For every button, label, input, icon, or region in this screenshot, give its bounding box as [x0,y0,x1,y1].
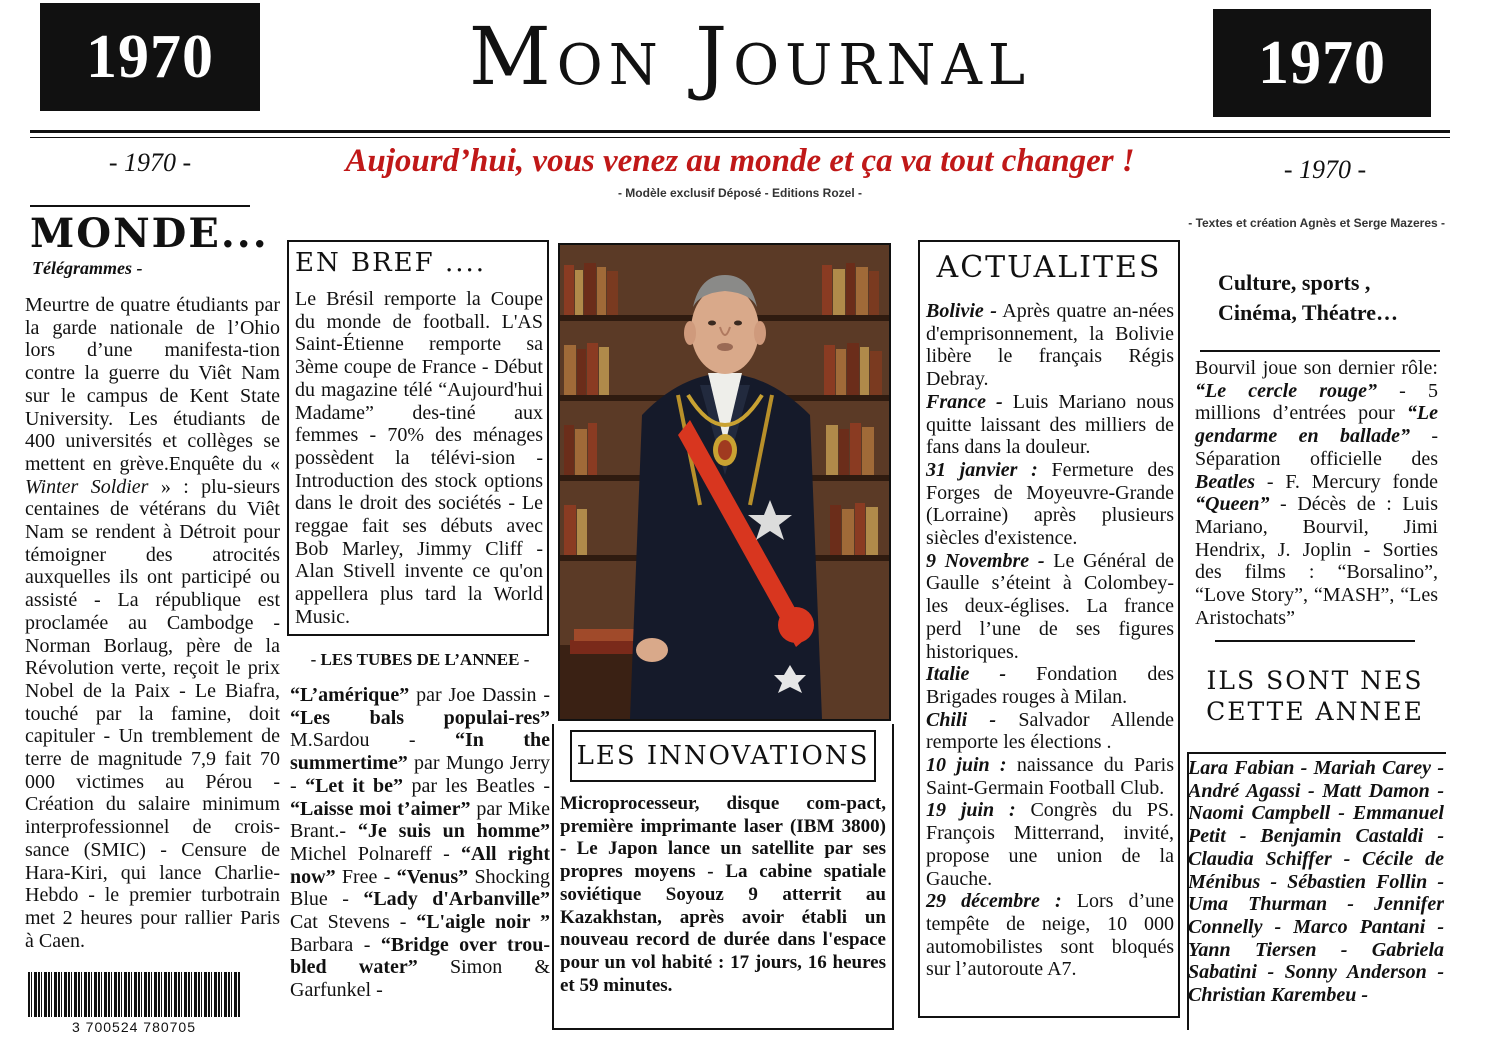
nes-list: Lara Fabian - Mariah Carey - André Agassi - Matt Damon - Naomi Campbell - Emmanuel Petit - Benjamin Castaldi - Claudia Schiffer - Cécile de Ménibus - Sébastien Follin - Uma Thurman - Jennifer Connelly - Marco Pantani - Yann Tiersen - Gabriela Sabatini - Sonny Anderson - Christian Karembeu - [1188,757,1444,1007]
tube-item: “Laisse moi t’aimer” par Mike Brant.- [290,797,550,843]
tube-item: “Je suis un homme” Michel Polnareff - [290,820,550,865]
side-year-right: - 1970 - [1283,155,1367,184]
header-rule-top [30,130,1450,133]
actualite-item: 19 juin : Congrès du PS. François Mitterrand, invité, propose une union de la Gauche. [926,799,1174,890]
tube-item: “Let it be” par les Beatles - [305,774,550,797]
actualites-heading: ACTUALITES [936,250,1162,285]
nes-rule-top [1215,640,1415,642]
tube-item: “Lady d'Arbanville” Cat Stevens - [290,888,551,934]
tubes-list [290,684,550,1002]
actualite-item: 10 juin : naissance du Paris Saint-Germain Football Club. [926,754,1174,799]
nes-rule-bottom [1188,752,1446,754]
nes-heading-line2: CETTE ANNEE [1206,697,1424,726]
tube-item: “Venus” Shocking Blue - [290,865,550,911]
tubes-heading: - LES TUBES DE L’ANNEE - [310,650,530,669]
tube-item: “In the summertime” par Mungo Jerry - [290,729,550,797]
innovations-heading: LES INNOVATIONS [576,741,870,771]
section-rule-left [30,205,250,207]
actualites-box [918,240,1180,1018]
en-bref-text: Le Brésil remporte la Coupe du monde de football. L'AS Saint-Étienne remporte sa 3ème coupe de France - Début du magazine télé “Aujourd'hui Madame” des-tiné aux femmes - 70% des ménages possèdent la télévi-sion - Introduction des stock options dans le droit des sociétés - Le reggae fait ses débuts avec Bob Marley, Jimmy Cliff - Alan Stivell invente ce qu'on appellera plus tard la World Music. [295,288,543,628]
masthead-title: Mon Journal [468,10,1032,103]
innovations-text: Microprocesseur, disque com-pact, première imprimante laser (IBM 3800) - Le Japon lance un satellite par ses propres moyens - La cabine spatiale soviétique Soyouz 9 atterrit au Kazakhstan, après avoir établi un nouveau record de durée dans l'espace pour un vol habité : 17 jours, 16 heures et 59 minutes. [560,793,886,996]
year-badge-left [40,3,260,111]
portrait-illustration [560,245,889,719]
actualite-item: 29 décembre : Lors d’une tempête de neige, 10 000 automobilistes sont bloqués sur l’autoroute A7. [926,890,1174,981]
actualite-item: 31 janvier : Fermeture des Forges de Moyeuvre-Grande (Lorraine) après plusieurs siècles d'existence. [926,458,1174,550]
monde-subheading: Télégrammes - [32,258,143,278]
culture-heading: Culture, sports , Cinéma, Théatre… [1218,270,1399,325]
barcode-number: 3 700524 780705 [72,1019,196,1035]
portrait-photo [558,243,891,721]
tube-item: “Bridge over trou-bled water” Simon & Garfunkel - [290,933,551,1002]
tube-item: “All right now” Free - [290,842,550,888]
slogan: Aujourd’hui, vous venez au monde et ça va tout changer ! [345,143,1135,179]
header-rule-bottom [30,137,1450,138]
winter-soldier-italic: Winter Soldier [25,475,149,498]
barcode [28,972,240,1017]
tube-item: “Les bals populai-res” M.Sardou - [290,706,550,752]
tube-item: “L’amérique” par Joe Dassin - [290,684,550,706]
subline-exclusive: - Modèle exclusif Déposé - Editions Rozel - [617,186,863,200]
en-bref-heading: EN BREF .... [295,248,487,278]
side-year-left: - 1970 - [108,148,192,177]
year-right-text: 1970 [1258,28,1386,97]
credits: - Textes et création Agnès et Serge Mazeres - [1188,216,1445,230]
en-bref-box [287,240,549,636]
actualite-item: 9 Novembre - Le Général de Gaulle s’éteint à Colombey-les deux-églises. La france perd l’une de ses figures historiques. [926,549,1175,663]
actualite-item: France - Luis Mariano nous quitte laissant des milliers de fans dans la douleur. [926,390,1174,459]
actualite-item: Bolivie - Après quatre an-nées d'emprisonnement, la Bolivie libère le français Régis Debray. [926,300,1174,391]
monde-telegrams: Meurtre de quatre étudiants par la garde nationale de l’Ohio lors d’une manifesta-tion contre la guerre du Viêt Nam sur le campus de Kent State University. Les étudiants de 400 universités et collèges se mettent en grève.Enquête du « Winter Soldier » : plu-sieurs centaines de vétérans du Viêt Nam se rendent à Détroit pour témoigner des atrocités auxquelles ils ont participé ou assisté - La république est proclamée au Cambodge - Norman Borlaug, père de la Révolution verte, reçoit le prix Nobel de la Paix - Le Biafra, touché par la famine, doit capituler - Un tremblement de terre de magnitude 7,9 fait 70 000 victimes au Pérou - Création du salaire minimum interprofessionnel de crois-sance (SMIC) - Censure de Hara-Kiri, qui lance Charlie-Hebdo - le premier turbotrain met 2 heures pour rallier Paris à Caen. [25,294,280,952]
tube-item: “L'aigle noir ” Barbara - [290,911,550,956]
monde-heading: MONDE... [30,210,269,257]
year-left-text: 1970 [86,22,214,91]
nes-heading-line1: ILS SONT NES [1206,666,1424,695]
actualite-item: Italie - Fondation des Brigades rouges à Milan. [926,663,1174,708]
innovations-frame [552,724,894,1030]
actualite-item: Chili - Salvador Allende remporte les élections . [926,708,1174,754]
year-badge-right [1213,9,1431,117]
culture-text: Bourvil joue son dernier rôle: “Le cercle rouge” - 5 millions d’entrées pour “Le gendarme en ballade” - Séparation officielle des Beatles - F. Mercury fonde “Queen” - Décès de : Luis Mariano, Bourvil, Jimi Hendrix, J. Joplin - Sorties des films : “Borsalino”, “Love Story”, “MASH”, “Les Aristochats” [1195,357,1438,629]
actualites-list [926,300,1174,981]
culture-rule [1200,350,1440,352]
